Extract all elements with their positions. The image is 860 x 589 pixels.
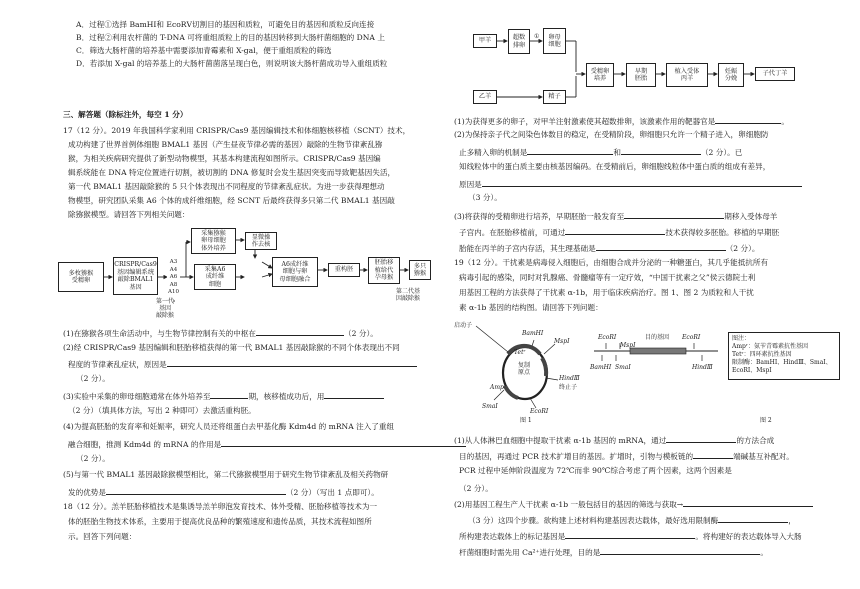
- q19-2c: 所构建表达载体上的标记基因是 。将构建好的表达载体导入大肠: [459, 532, 802, 541]
- g-label-ecor-a: EcoRⅠ: [598, 334, 617, 341]
- flow-box-oocyte: 采集猕猴 卵母细胞 体外培养: [191, 228, 236, 254]
- flow-caption-gen2: 第二代基 因敲除猴: [396, 288, 421, 302]
- flow-box-offspring: 子代丁羊: [755, 67, 795, 81]
- q17-4a: (4)为提高胚胎的发育率和妊娠率，研究人员还将组蛋白去甲基化酶 Kdm4d 的 mRNA 注入了重组: [63, 422, 395, 431]
- label-tet: Tetʳ: [514, 349, 526, 356]
- q19-intro-4: 素 α-1b 基因的结构图。请回答下列问题：: [459, 303, 603, 312]
- q19-1c: PCR 过程中延伸阶段温度为 72℃而非 90℃综合考虑了两个因素，这两个因素是: [459, 466, 732, 475]
- q17-intro-4: 辑系统能在 DNA 特定位置进行切割，被切割的 DNA 修复时会发生基因突变而导致靶基因失活，: [68, 168, 396, 177]
- figure-legend: [728, 332, 840, 380]
- g-label-hind: HindⅢ: [692, 364, 713, 371]
- legend-enzymes: 限制酶：BamHⅠ、HindⅢ、SmaⅠ、: [732, 359, 832, 366]
- g-label-target: 目的基因: [645, 334, 670, 341]
- flow-box-crispr: CRISPR/Cas9 基因编辑系统 敲除BMAL1 基因: [113, 257, 158, 295]
- label-promoter: 启动子: [454, 322, 473, 329]
- flow-box-sperm: 精子: [543, 90, 566, 104]
- g-label-sma: SmaⅠ: [615, 364, 631, 371]
- q17-intro-7: 除猕猴模型。请回答下列相关问题：: [68, 210, 190, 219]
- label-terminator: 终止子: [559, 384, 578, 391]
- q19-intro-1: 19（12 分）。干扰素是病毒侵入细胞后，由细胞合成并分泌的一种糖蛋白，其几乎能抵抗所有: [454, 258, 769, 267]
- flow-box-monkeys: 多只 猕猴: [409, 260, 431, 280]
- q17-intro-5: 第一代 BMAL1 基因敲除猴的 5 只个体表现出不同程度的节律紊乱症状。为进一步获得理想动: [68, 182, 385, 191]
- flow-box-yi: 乙羊: [473, 90, 497, 104]
- right-column: [430, 0, 860, 589]
- flow-box-reconstructed-embryo: 重构胚: [328, 263, 360, 277]
- legend-title: 图注：: [732, 335, 751, 342]
- option-c: C．筛选大肠杆菌的培养基中需要添加青霉素和 X-gal，便于重组质粒的筛选: [76, 46, 332, 55]
- option-d: D．若添加 X-gal 的培养基上的大肠杆菌菌落呈现白色，则说明该大肠杆菌成功导入重组质粒: [76, 59, 388, 68]
- q19-1b: 目的基因，再通过 PCR 技术扩增目的基因。扩增时，引物与模板链的 端碱基互补配对。: [459, 452, 794, 461]
- q18-3b: 子宫内。在胚胎移植前，可通过 技术获得较多胚胎。移植的早期胚: [459, 228, 780, 237]
- q17-2a: (2)经 CRISPR/Cas9 基因编辑和胚胎移植获得的第一代 BMAL1 基因敲除猴的不同个体表现出不同: [63, 343, 400, 352]
- flow-box-zygote: 多枚猕猴 受精卵: [58, 262, 104, 292]
- q19-2d: 杆菌细胞时需先用 Ca²⁺进行处理，目的是 。: [459, 548, 768, 557]
- q18-2d: 原因是: [459, 178, 802, 190]
- flow-box-transfer: 胚胎移 植给代 孕母猴: [368, 257, 400, 284]
- q18-2a: (2)为保持亲子代之间染色体数目的稳定，在受精阶段，卵细胞只允许一个精子进入，卵细胞防: [454, 130, 769, 139]
- flow-box-individuals: A3 A4 A6 A8 A10: [167, 256, 180, 300]
- q18-intro-3: 示。回答下列问题：: [68, 532, 137, 541]
- flow-caption-gen1: 第一代 基因 敲除猴: [156, 298, 175, 319]
- flow-box-fusion: A6成纤维 细胞与卵 母细胞融合: [272, 257, 318, 287]
- q18-2b: 止多精入卵的机制是 和 （2 分）。已: [459, 148, 743, 157]
- q18-intro-2: 体的胚胎生物技术体系，主要用于提高优良品种的繁殖速度和遗传品质，其技术流程如图所: [68, 517, 372, 526]
- q19-2a: (2)用基因工程生产人干扰素 α-1b 一般包括目的基因的筛选与获取→: [454, 498, 813, 510]
- q17-4c: （2 分）。: [76, 454, 110, 463]
- label-bamh1: BamHⅠ: [522, 330, 544, 337]
- q19-1a: (1)从人体淋巴血细胞中提取干扰素 α-1b 基因的 mRNA，通过 的方法合成: [454, 436, 775, 445]
- label-msp1: MspⅠ: [554, 338, 570, 345]
- q18-2e: （3 分）。: [468, 193, 502, 202]
- arrow-label-1: ①: [534, 33, 540, 40]
- flow-box-superovulation: 超数 排卵: [508, 29, 530, 54]
- q17-3b: （2 分）（填具体方法，写出 2 种即可）去激活重构胚。: [68, 406, 256, 415]
- flow-box-early-embryo: 早期 胚胎: [626, 63, 656, 87]
- label-ecor1: EcoRⅠ: [530, 408, 549, 415]
- q17-intro-1: 17（12 分）。2019 年我国科学家利用 CRISPR/Cas9 基因编辑技术和体细胞核移植（SCNT）技术，: [63, 126, 411, 135]
- q19-2b: （3 分）这四个步骤。欲构建上述材料构建基因表达载体，最好选用限制酶 ，: [468, 516, 796, 525]
- q18-1: (1)为获得更多的卵子，对甲羊注射激素使其超数排卵，该激素作用的靶器官是 。: [454, 117, 789, 126]
- q17-2b: 程度的节律紊乱症状，原因是: [68, 358, 417, 370]
- g-label-msp: MspⅠ: [620, 342, 636, 349]
- q18-3a: (3)将获得的受精卵进行培养，早期胚胎一般发育至 期移入受体母羊: [454, 212, 778, 221]
- q17-intro-3: 猴，为相关疾病研究提供了新型动物模型，其基本构建流程如图所示。CRISPR/Cas9 基因编: [68, 154, 381, 163]
- q18-intro-1: 18（12 分）。羔羊胚胎移植技术是集诱导羔羊卵泡发育技术、体外受精、胚胎移植等技术为一: [63, 502, 378, 511]
- flow-box-enucleate: 显微操 作去核: [245, 232, 277, 250]
- g-label-bamh: BamHⅠ: [590, 364, 612, 371]
- legend-enzymes-2: EcoRⅠ、MspⅠ: [732, 367, 772, 374]
- flow-box-jia: 甲羊: [473, 34, 497, 48]
- figure-2-caption: 图 2: [760, 417, 772, 424]
- section-heading: 三、解答题（除标注外，每空 1 分）: [63, 110, 188, 119]
- plasmid-drawing: [450, 318, 580, 418]
- q18-3c: 胎能在丙羊的子宫内存活，其生理基础是 （2 分）。: [459, 244, 760, 253]
- q17-2c: （2 分）。: [76, 374, 110, 383]
- q17-4b: 融合细胞，推测 Kdm4d 的 mRNA 的作用是: [68, 438, 466, 450]
- legend-tet: Tetʳ：四环素抗性基因: [732, 351, 792, 358]
- flow-box-zygote-culture: 受精卵 培养: [586, 63, 614, 87]
- flow-box-pregnancy: 妊娠 分娩: [718, 63, 744, 87]
- q17-intro-2: 成功构建了世界首例体细胞 BMAL1 基因（产生昼夜节律必需的基因）敲除的生物节律紊乱猕: [68, 140, 383, 149]
- flow-box-fibroblast: 采集A6 成纤维 细胞: [194, 264, 236, 290]
- option-b: B．过程②利用农杆菌的 T-DNA 可将重组质粒上的目的基因转移到大肠杆菌细胞的 DNA 上: [76, 33, 385, 42]
- q17-intro-6: 物模型，研究团队采集 A6 个体的成纤维细胞，经 SCNT 后最终获得多只第二代 BMAL1 基因敲: [68, 196, 395, 205]
- g-label-ecor-b: EcoRⅠ: [682, 334, 701, 341]
- label-origin: 复制 原点: [518, 362, 531, 376]
- q18-2c: 知线粒体中的蛋白质主要由核基因编码。在受精前后，卵细胞线粒体中蛋白质的组成有差异，: [459, 162, 771, 171]
- q19-intro-2: 病毒引起的感染，同时对乳腺癌、骨髓瘤等有一定疗效，“中国干扰素之父”侯云德院士利: [459, 273, 756, 282]
- legend-amp: Ampʳ：氨苄青霉素抗性基因: [732, 343, 808, 350]
- q17-1: (1)在猕猴各项生命活动中，与生物节律控制有关的中枢在 （2 分）。: [63, 329, 378, 338]
- label-sma1: SmaⅠ: [482, 403, 498, 410]
- figure-1-caption: 图 1: [520, 417, 532, 424]
- q17-3a: (3)实验中采集的卵母细胞通常在体外培养至 期，核移植成功后，用: [63, 390, 384, 402]
- q17-5a: (5)与第一代 BMAL1 基因敲除猴模型相比，第二代猕猴模型用于研究生物节律紊乱及相关药物研: [63, 470, 389, 479]
- q17-5b: 发的优势是 （2 分）（写出 1 点即可）。: [68, 488, 379, 497]
- label-hind3: HindⅢ: [559, 375, 580, 382]
- label-amp: Ampʳ: [490, 384, 506, 391]
- q19-1d: （2 分）。: [459, 484, 493, 493]
- flow-box-implant: 植入受体 丙羊: [666, 63, 708, 87]
- option-a: A．过程①选择 BamHⅠ和 EcoRⅤ切割目的基因和质粒，可避免目的基因和质粒反向连接: [76, 20, 375, 29]
- flow-box-oocyte18: 卵母 细胞: [543, 28, 566, 54]
- q19-intro-3: 用基因工程的方法获得了干扰素 α-1b，用于临床疾病治疗。图 1、图 2 为质粒和人干扰: [459, 288, 754, 297]
